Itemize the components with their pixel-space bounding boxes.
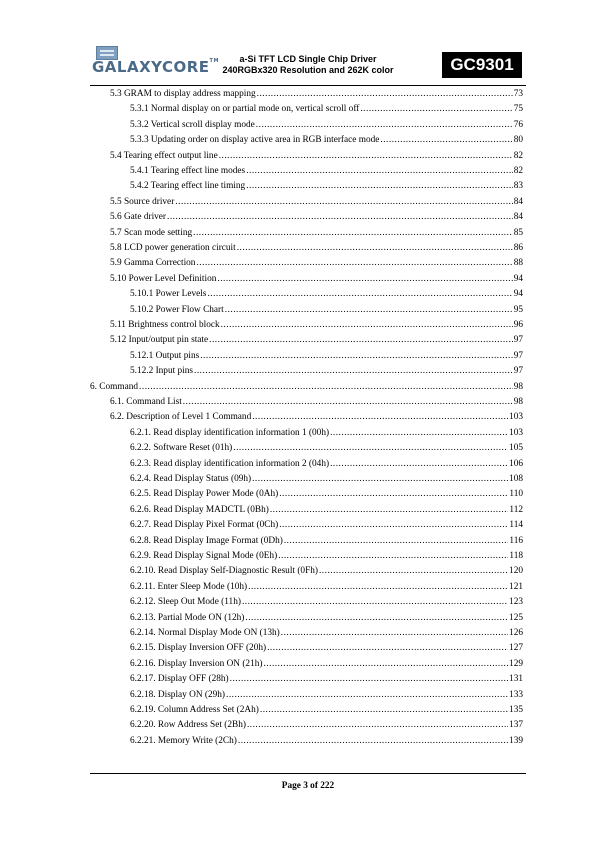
toc-entry-page: 98 [513,397,523,407]
toc-dot-leader [263,658,508,670]
toc-entry-title: 5.10 Power Level Definition [110,273,217,284]
toc-entry[interactable] [130,165,523,177]
toc-entry-page: 97 [513,350,523,361]
toc-dot-leader [281,627,508,639]
toc-entry[interactable] [130,658,523,670]
toc-entry-title: 5.6 Gate driver [110,212,167,223]
toc-entry[interactable] [130,304,523,316]
toc-entry-title: 5.4.2 Tearing effect line timing [130,181,246,192]
toc-entry[interactable] [110,227,523,239]
toc-entry-title: 5.10.1 Power Levels [130,289,207,300]
toc-entry-page: 133 [509,689,523,700]
toc-entry[interactable] [110,396,523,408]
toc-entry-page: 97 [513,335,523,346]
toc-entry[interactable] [130,550,523,562]
toc-entry-page: 121 [509,581,523,592]
toc-dot-leader [207,288,512,300]
toc-dot-leader [194,365,513,377]
toc-entry-page: 108 [509,474,523,484]
toc-entry[interactable] [90,381,523,393]
toc-dot-leader [256,119,513,131]
toc-entry-title: 6.2.15. Display Inversion OFF (20h) [130,643,267,654]
toc-entry-page: 127 [509,643,523,654]
toc-entry-title: 6.2.5. Read Display Power Mode (0Ah) [130,489,279,500]
toc-entry-page: 94 [513,273,523,284]
toc-entry[interactable] [110,150,523,162]
logo-text: GALAXYCORE [92,58,210,76]
toc-dot-leader [380,134,512,146]
toc-entry[interactable] [130,627,523,639]
toc-entry-title: 6.2.20. Row Address Set (2Bh) [130,720,246,731]
toc-dot-leader [278,550,508,562]
toc-entry[interactable] [130,288,523,300]
toc-entry-page: 88 [513,258,523,269]
toc-dot-leader [225,304,513,316]
toc-entry-page: 123 [509,597,523,608]
toc-entry-title: 6.2. Description of Level 1 Command [110,412,252,423]
toc-entry[interactable] [130,350,523,362]
toc-entry-title: 6.2.13. Partial Mode ON (12h) [130,612,245,623]
toc-dot-leader [139,381,513,393]
toc-entry-page: 114 [509,520,523,531]
toc-entry-page: 75 [513,104,523,115]
toc-dot-leader [233,442,508,454]
toc-dot-leader [267,642,508,654]
toc-entry-title: 6.2.18. Display ON (29h) [130,689,226,700]
toc-entry[interactable] [130,180,523,192]
toc-entry-title: 6.2.12. Sleep Out Mode (11h) [130,597,241,608]
toc-entry-page: 84 [513,196,523,207]
toc-entry-page: 80 [513,135,523,146]
toc-entry-page: 73 [513,89,523,99]
toc-entry-title: 5.12.2 Input pins [130,366,194,377]
toc-entry[interactable] [130,612,523,624]
toc-entry[interactable] [130,596,523,608]
toc-entry-page: 76 [513,119,523,130]
toc-entry-title: 5.3.2 Vertical scroll display mode [130,119,255,130]
toc-entry[interactable] [110,273,523,285]
toc-entry-page: 82 [513,150,523,161]
toc-entry-page: 84 [513,212,523,223]
toc-entry-title: 6.2.3. Read display identification information 2 (04h) [130,458,330,469]
toc-entry-page: 95 [513,304,523,315]
toc-entry-title: 6.2.9. Read Display Signal Mode (0Eh) [130,551,278,561]
toc-dot-leader [257,88,513,100]
toc-entry-title: 6.2.10. Read Display Self-Diagnostic Result (0Fh) [130,566,318,577]
toc-dot-leader [226,689,508,701]
title-line-2: 240RGBx320 Resolution and 262K color [222,65,394,75]
toc-entry-title: 6.2.7. Read Display Pixel Format (0Ch) [130,520,279,531]
toc-entry-title: 6.2.21. Memory Write (2Ch) [130,735,237,746]
toc-entry[interactable] [130,735,523,747]
toc-entry[interactable] [130,504,523,516]
toc-entry-title: 5.8 LCD power generation circuit [110,243,236,253]
toc-entry-page: 94 [513,289,523,300]
toc-dot-leader [246,165,513,177]
toc-dot-leader [230,673,508,685]
toc-entry[interactable] [130,458,523,470]
toc-entry-page: 83 [513,181,523,192]
toc-entry[interactable] [130,565,523,577]
toc-entry[interactable] [130,442,523,454]
toc-entry[interactable] [110,211,523,223]
toc-entry-title: 5.12.1 Output pins [130,350,200,361]
toc-entry[interactable] [130,473,523,485]
toc-dot-leader [247,719,508,731]
toc-entry[interactable] [130,581,523,593]
toc-entry[interactable] [130,134,523,146]
toc-entry-title: 5.4.1 Tearing effect line modes [130,166,246,176]
toc-entry[interactable] [110,334,523,346]
toc-entry-title: 6.2.6. Read Display MADCTL (0Bh) [130,504,269,515]
part-number-badge: GC9301 [442,52,522,78]
title-line-1: a-Si TFT LCD Single Chip Driver [239,54,377,64]
toc-entry-title: 5.3.1 Normal display on or partial mode on, vertical scroll off [130,104,360,115]
galaxycore-logo [90,46,219,82]
toc-entry-page: 112 [509,504,523,515]
toc-dot-leader [196,257,512,269]
toc-entry-title: 5.9 Gamma Correction [110,258,196,269]
header-rule [90,85,526,86]
toc-entry[interactable] [130,535,523,547]
toc-entry-title: 6.2.14. Normal Display Mode ON (13h) [130,628,280,638]
toc-entry[interactable] [130,689,523,701]
toc-dot-leader [167,211,513,223]
toc-entry-title: 5.12 Input/output pin state [110,335,209,346]
toc-dot-leader [238,735,508,747]
toc-entry-page: 97 [513,366,523,377]
toc-entry-title: 6.2.8. Read Display Image Format (0Dh) [130,535,283,546]
toc-entry[interactable] [110,88,523,100]
toc-entry[interactable] [110,242,523,254]
toc-entry-page: 106 [509,458,523,469]
toc-entry[interactable] [130,519,523,531]
toc-entry-title: 5.7 Scan mode setting [110,227,193,238]
toc-entry-page: 125 [509,612,523,623]
toc-entry-page: 110 [509,489,523,500]
toc-entry-page: 96 [513,320,523,330]
toc-entry-page: 126 [509,628,523,638]
toc-entry-title: 5.3 GRAM to display address mapping [110,89,256,99]
toc-entry-page: 131 [509,674,523,685]
toc-entry[interactable] [130,119,523,131]
document-title [218,54,398,76]
toc-entry-title: 6. Command [90,381,139,392]
toc-entry-title: 6.2.19. Column Address Set (2Ah) [130,705,259,715]
toc-dot-leader [209,334,513,346]
toc-entry[interactable] [130,642,523,654]
toc-entry-title: 5.4 Tearing effect output line [110,150,218,161]
toc-dot-leader [252,473,508,485]
toc-entry[interactable] [110,411,523,423]
toc-entry-title: 6.2.4. Read Display Status (09h) [130,474,252,484]
toc-dot-leader [360,103,512,115]
toc-entry[interactable] [130,719,523,731]
toc-dot-leader [252,411,508,423]
toc-entry-title: 6.2.1. Read display identification information 1 (00h) [130,427,330,438]
toc-entry-title: 5.11 Brightness control block [110,320,220,330]
toc-dot-leader [319,565,508,577]
toc-dot-leader [221,319,513,331]
toc-entry-page: 120 [509,566,523,577]
logo-trademark: TM [209,58,219,64]
toc-entry[interactable] [130,103,523,115]
toc-dot-leader [246,180,513,192]
toc-entry-title: 6.2.11. Enter Sleep Mode (10h) [130,581,248,592]
toc-entry-title: 5.3.3 Updating order on display active area in RGB interface mode [130,135,380,146]
toc-dot-leader [248,581,508,593]
toc-dot-leader [237,242,513,254]
toc-dot-leader [217,273,512,285]
toc-dot-leader [284,535,509,547]
toc-dot-leader [245,612,508,624]
toc-dot-leader [270,504,509,516]
toc-dot-leader [279,519,508,531]
toc-entry-page: 135 [509,705,523,715]
toc-entry-page: 85 [513,227,523,238]
toc-entry-page: 105 [509,443,523,454]
toc-entry-page: 103 [509,427,523,438]
toc-dot-leader [242,596,508,608]
toc-entry-page: 103 [509,412,523,423]
toc-dot-leader [175,196,512,208]
page-header [90,40,526,84]
toc-entry-page: 116 [509,535,523,546]
toc-dot-leader [260,704,508,716]
footer-rule [90,773,526,774]
toc-entry-title: 5.10.2 Power Flow Chart [130,304,224,315]
toc-entry-title: 6.2.17. Display OFF (28h) [130,674,229,685]
toc-entry[interactable] [130,427,523,439]
toc-entry[interactable] [130,488,523,500]
toc-entry[interactable] [110,196,523,208]
toc-entry[interactable] [130,365,523,377]
toc-dot-leader [193,227,513,239]
toc-entry[interactable] [130,673,523,685]
toc-dot-leader [330,458,508,470]
toc-entry[interactable] [110,257,523,269]
toc-dot-leader [330,427,508,439]
toc-entry-page: 82 [513,166,523,176]
toc-entry-page: 139 [509,735,523,746]
toc-entry-page: 118 [509,551,523,561]
toc-dot-leader [200,350,512,362]
toc-entry[interactable] [130,704,523,716]
toc-entry-page: 137 [509,720,523,731]
toc-entry-title: 6.2.16. Display Inversion ON (21h) [130,658,263,669]
toc-dot-leader [183,396,513,408]
toc-entry-title: 5.5 Source driver [110,196,175,207]
toc-dot-leader [219,150,513,162]
toc-entry-page: 98 [513,381,523,392]
toc-entry-page: 129 [509,658,523,669]
toc-entry-title: 6.1. Command List [110,397,182,407]
toc-entry-page: 86 [513,243,523,253]
page-number-footer: Page 3 of 222 [281,781,335,791]
toc-entry-title: 6.2.2. Software Reset (01h) [130,443,233,454]
toc-entry[interactable] [110,319,523,331]
toc-dot-leader [279,488,508,500]
